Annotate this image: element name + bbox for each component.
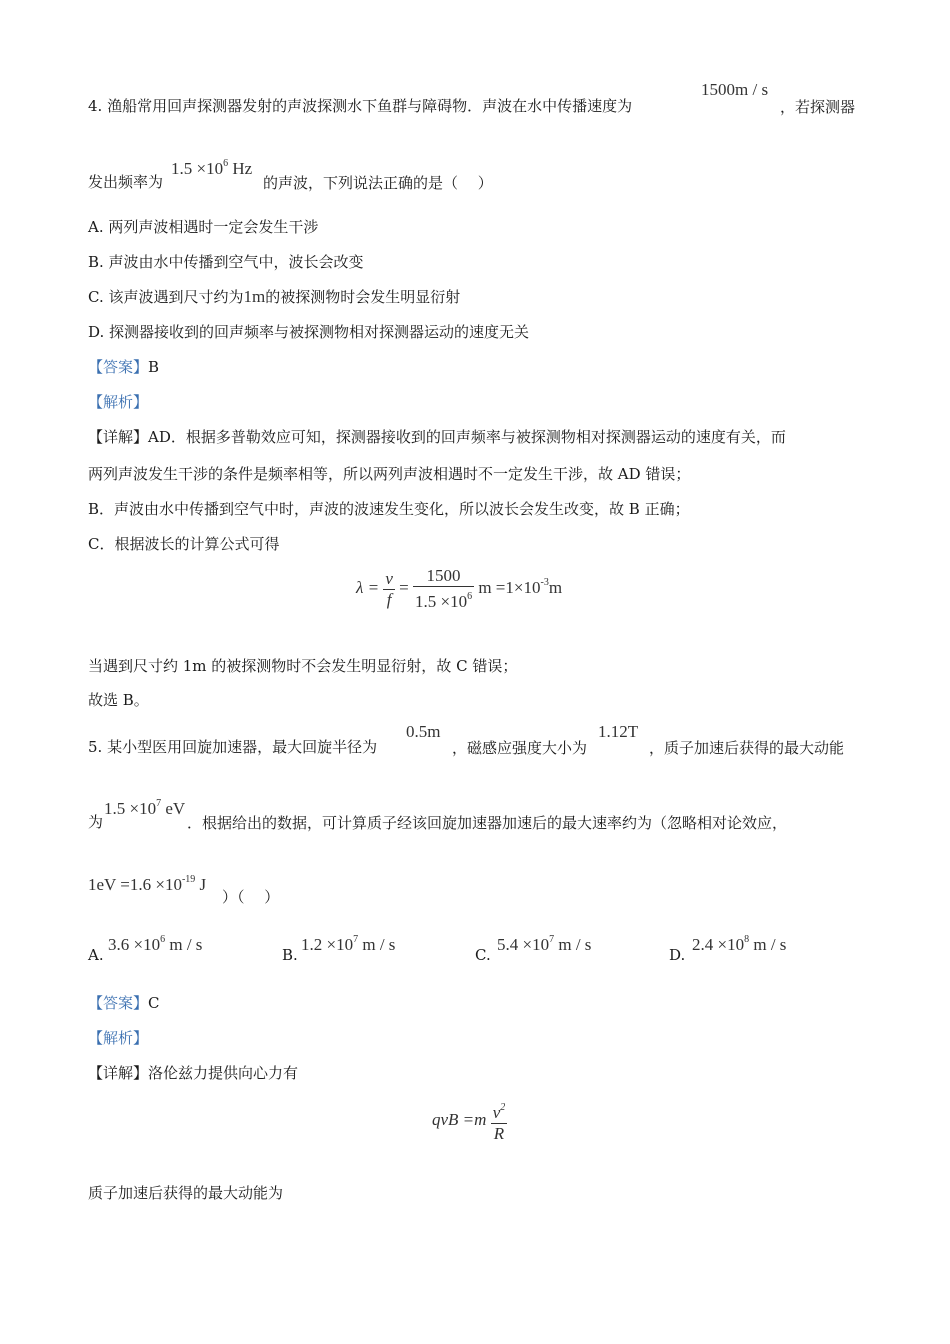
formula-result-exp: -3 [540,576,549,588]
q4-frequency-math [171,158,252,179]
q5-b-unit: m / s [358,935,396,954]
q4-detail-line3: B．声波由水中传播到空气中时，声波的波速发生变化，所以波长会发生改变，故 B 正确； [88,500,690,518]
q4-option-b: B. 声波由水中传播到空气中，波长会改变 [88,253,364,271]
q5-option-a-label: A. [88,946,104,964]
q5-analysis-tag: 【解析】 [88,1029,149,1047]
q5-energy-unit: eV [161,799,186,818]
q4-freq-exp: 6 [223,158,229,169]
q5-stem-text-1-mid: ，磁感应强度大小为 [452,739,588,757]
q4-option-a: A. 两列声波相遇时一定会发生干涉 [88,218,319,236]
q4-option-d: D. 探测器接收到的回声频率与被探测物相对探测器运动的速度无关 [88,323,530,341]
q5-ev-base: 1eV =1.6 ×10 [88,875,182,894]
formula-v-num: v [492,1103,501,1122]
q5-d-base: 2.4 ×10 [692,935,745,954]
formula-lambda: λ = [356,577,380,597]
q5-answer-tag: 【答案】 [88,994,149,1012]
q5-option-a-math [108,934,202,955]
formula-result-unit: m [548,577,563,597]
q5-field-math: 1.12T [598,722,639,741]
q5-stem-text-1: 5. 某小型医用回旋加速器，最大回旋半径为 [88,738,378,756]
q4-wavelength-formula [356,566,562,612]
formula-equals: = [399,577,409,597]
q4-answer-tag: 【答案】 [88,358,149,376]
q4-freq-unit: Hz [228,159,253,178]
q4-speed-math: 1500m / s [701,80,769,99]
q5-stem-text-2: 为 [88,813,104,831]
q5-c-base: 5.4 ×10 [497,935,550,954]
q5-detail-line1 [88,1063,298,1083]
q5-b-base: 1.2 ×10 [301,935,354,954]
q5-stem-text-1-end: ，质子加速后获得的最大动能 [649,739,845,757]
q4-freq-base: 1.5 ×10 [171,159,224,178]
q5-stem-text-3: ）（ ） [222,888,280,906]
q5-a-base: 3.6 ×10 [108,935,161,954]
q5-option-c-label: C. [475,946,491,964]
q5-ev-exp: -19 [181,874,196,885]
formula-v: v [385,568,393,588]
q4-analysis-tag: 【解析】 [88,393,149,411]
q5-d-unit: m / s [749,935,787,954]
formula-den-base: 1.5 ×10 [414,592,468,611]
q4-stem-text-1-end: ，若探测器 [780,98,856,116]
formula-f: f [383,589,395,610]
q4-option-c-math: 1m [243,287,266,306]
formula-r: R [491,1123,508,1144]
q5-ev-conversion [88,874,206,895]
formula-unit: m =1×10 [478,577,541,597]
q5-lorentz-formula [432,1098,507,1144]
q5-detail-tag: 【详解】 [88,1064,149,1082]
q5-energy-base: 1.5 ×10 [104,799,157,818]
q4-detail-line2: 两列声波发生干涉的条件是频率相等，所以两列声波相遇时不一定发生干涉，故 AD 错误； [88,465,691,483]
q4-detail-line4: C．根据波长的计算公式可得 [88,535,280,553]
formula-lhs: qvB =m [432,1109,487,1129]
q4-option-c [88,287,460,307]
q5-radius-math: 0.5m [406,722,441,741]
q4-answer-value: B [148,358,160,376]
formula-den-exp: 6 [467,591,473,602]
q5-option-c-math [497,934,591,955]
q5-ev-unit: J [195,875,207,894]
q4-detail-tag: 【详解】 [88,428,149,446]
q5-answer [88,993,160,1013]
q4-detail-text-1: AD．根据多普勒效应可知，探测器接收到的回声频率与被探测物相对探测器运动的速度有关，而 [148,428,786,446]
formula-v-over-f [383,569,395,610]
q5-answer-value: C [148,994,160,1012]
q5-b-exp: 7 [353,934,359,945]
q4-detail-line6: 故选 B。 [88,691,149,709]
q4-stem-text-1: 4. 渔船常用回声探测器发射的声波探测水下鱼群与障碍物．声波在水中传播速度为 [88,97,633,115]
q5-energy-math [104,798,185,819]
q5-d-exp: 8 [744,934,750,945]
formula-v-exp: 2 [500,1102,506,1113]
q5-detail-line2: 质子加速后获得的最大动能为 [88,1184,284,1202]
q5-a-exp: 6 [160,934,166,945]
q5-detail-text-1: 洛伦兹力提供向心力有 [148,1064,299,1082]
q5-option-b-math [301,934,395,955]
q5-stem-text-2-end: ．根据给出的数据，可计算质子经该回旋加速器加速后的最大速率约为（忽略相对论效应， [187,814,788,832]
q4-option-c-text-end: 的被探测物时会发生明显衍射 [265,288,461,306]
q5-c-exp: 7 [549,934,555,945]
formula-v2-over-r [491,1098,508,1144]
q4-option-c-text: C. 该声波遇到尺寸约为 [88,288,244,306]
q5-option-d-math [692,934,786,955]
q5-c-unit: m / s [554,935,592,954]
q4-stem-text-2: 发出频率为 [88,173,164,191]
q5-option-d-label: D. [669,946,686,964]
formula-fraction [413,566,474,612]
q5-option-b-label: B. [282,946,298,964]
q5-energy-exp: 7 [156,798,162,809]
q4-detail-line1 [88,427,786,447]
q4-answer [88,357,159,377]
formula-numerator: 1500 [426,566,461,585]
q5-a-unit: m / s [165,935,203,954]
q4-stem-text-2-end: 的声波，下列说法正确的是（ ） [263,174,493,192]
q4-detail-line5: 当遇到尺寸约 1m 的被探测物时不会发生明显衍射，故 C 错误； [88,657,518,675]
